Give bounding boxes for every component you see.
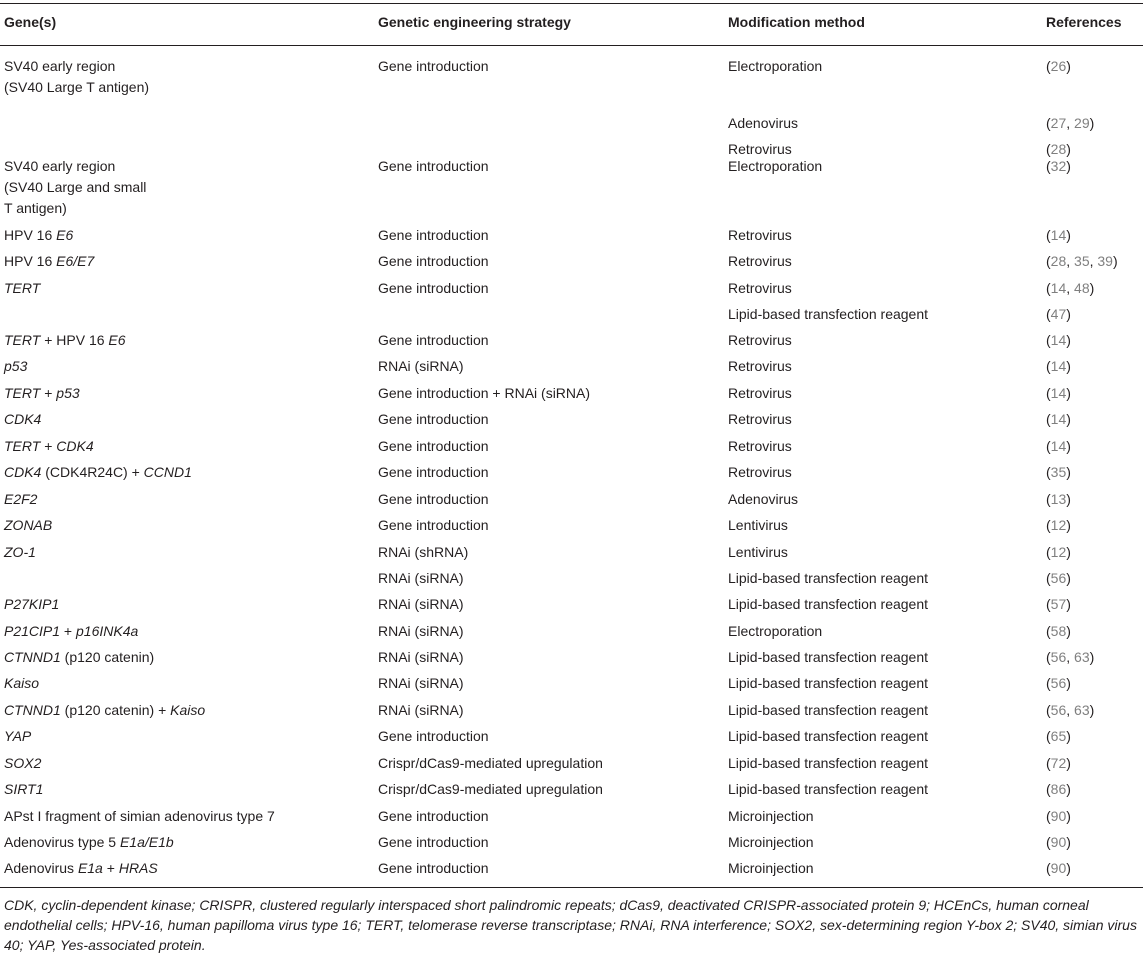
gene-line: [4, 198, 146, 219]
gene-cell: [4, 515, 52, 536]
gene-cell: [4, 489, 37, 510]
gene-line: [4, 436, 94, 457]
gene-symbol: HRAS: [118, 860, 158, 876]
gene-line: [4, 356, 27, 377]
gene-symbol: p53: [4, 358, 28, 374]
method-cell: Retrovirus: [728, 385, 792, 401]
references-cell: (32): [1046, 158, 1071, 174]
references-cell: (12): [1046, 544, 1071, 560]
strategy-cell: Gene introduction: [378, 280, 489, 296]
gene-symbol: YAP: [4, 728, 32, 744]
method-cell: Retrovirus: [728, 438, 792, 454]
gene-text: +: [40, 385, 57, 401]
reference-link[interactable]: 90: [1050, 860, 1067, 876]
gene-symbol: ZO-1: [4, 544, 36, 560]
references-cell: (14): [1046, 411, 1071, 427]
gene-text: T antigen): [4, 200, 67, 216]
references-cell: (65): [1046, 728, 1071, 744]
gene-text: +: [60, 623, 77, 639]
gene-text: SV40 early region: [4, 158, 116, 174]
method-cell: Lipid-based transfection reagent: [728, 570, 929, 586]
method-cell: Lipid-based transfection reagent: [728, 781, 929, 797]
references-cell: (13): [1046, 491, 1071, 507]
strategy-cell: Gene introduction: [378, 464, 489, 480]
references-cell: (27, 29): [1046, 115, 1095, 131]
method-cell: Retrovirus: [728, 253, 792, 269]
reference-link[interactable]: 39: [1097, 253, 1113, 269]
references-cell: (90): [1046, 808, 1071, 824]
method-cell: Lentivirus: [728, 517, 788, 533]
gene-cell: [4, 779, 43, 800]
gene-symbol: E6: [56, 227, 74, 243]
reference-link[interactable]: 14: [1050, 411, 1067, 427]
method-cell: Retrovirus: [728, 227, 792, 243]
references-cell: (47): [1046, 306, 1071, 322]
reference-link[interactable]: 86: [1050, 781, 1067, 797]
gene-line: [4, 647, 154, 668]
gene-line: [4, 673, 39, 694]
gene-text: (p120 catenin): [60, 649, 155, 665]
references-cell: (14): [1046, 332, 1071, 348]
gene-line: [4, 409, 41, 430]
gene-symbol: CDK4: [56, 438, 94, 454]
gene-symbol: SIRT1: [4, 781, 44, 797]
reference-link[interactable]: 57: [1050, 596, 1067, 612]
header-references: References: [1046, 14, 1122, 30]
table-bottom-rule: [0, 887, 1143, 888]
gene-symbol: SOX2: [4, 755, 42, 771]
gene-symbol: E2F2: [4, 491, 38, 507]
gene-line: [4, 542, 36, 563]
method-cell: Retrovirus: [728, 332, 792, 348]
gene-line: [4, 726, 31, 747]
strategy-cell: RNAi (siRNA): [378, 675, 464, 691]
reference-link[interactable]: 14: [1050, 280, 1067, 296]
reference-link[interactable]: 35: [1050, 464, 1067, 480]
gene-line: [4, 832, 174, 853]
reference-link[interactable]: 12: [1050, 544, 1067, 560]
reference-link[interactable]: 47: [1050, 306, 1067, 322]
gene-text: HPV 16: [4, 253, 57, 269]
gene-symbol: P21CIP1: [4, 623, 61, 639]
method-cell: Lipid-based transfection reagent: [728, 306, 929, 322]
method-cell: Adenovirus: [728, 491, 799, 507]
method-cell: Retrovirus: [728, 411, 792, 427]
gene-text: +: [40, 438, 57, 454]
strategy-cell: RNAi (siRNA): [378, 702, 464, 718]
table-top-rule: [0, 3, 1143, 4]
gene-cell: [4, 726, 31, 747]
strategy-cell: Gene introduction: [378, 58, 489, 74]
method-cell: Adenovirus: [728, 115, 799, 131]
strategy-cell: Gene introduction: [378, 332, 489, 348]
strategy-cell: Gene introduction: [378, 227, 489, 243]
gene-line: [4, 278, 40, 299]
strategy-cell: RNAi (siRNA): [378, 623, 464, 639]
gene-line: [4, 515, 52, 536]
reference-link[interactable]: 56: [1050, 649, 1067, 665]
gene-symbol: ZONAB: [4, 517, 53, 533]
method-cell: Lipid-based transfection reagent: [728, 755, 929, 771]
gene-cell: [4, 156, 146, 219]
reference-link[interactable]: 63: [1074, 649, 1090, 665]
method-cell: Electroporation: [728, 158, 823, 174]
gene-cell: [4, 700, 205, 721]
method-cell: Lipid-based transfection reagent: [728, 728, 929, 744]
gene-line: [4, 156, 146, 177]
method-cell: Retrovirus: [728, 358, 792, 374]
gene-cell: [4, 594, 59, 615]
gene-text: (SV40 Large T antigen): [4, 79, 150, 95]
gene-symbol: CDK4: [4, 411, 42, 427]
gene-cell: [4, 278, 40, 299]
gene-cell: [4, 832, 174, 853]
strategy-cell: Gene introduction: [378, 834, 489, 850]
gene-text: Adenovirus: [4, 860, 78, 876]
reference-link[interactable]: 90: [1050, 834, 1067, 850]
gene-cell: [4, 621, 138, 642]
gene-symbol: CTNND1: [4, 702, 61, 718]
gene-line: [4, 225, 73, 246]
reference-link[interactable]: 14: [1050, 385, 1067, 401]
references-cell: (72): [1046, 755, 1071, 771]
gene-symbol: E1a: [77, 860, 103, 876]
strategy-cell: Crispr/dCas9-mediated upregulation: [378, 755, 603, 771]
gene-symbol: E1a/E1b: [119, 834, 174, 850]
strategy-cell: RNAi (siRNA): [378, 649, 464, 665]
references-cell: (28, 35, 39): [1046, 253, 1118, 269]
references-cell: (35): [1046, 464, 1071, 480]
gene-text: SV40 early region: [4, 58, 116, 74]
reference-link[interactable]: 12: [1050, 517, 1067, 533]
gene-line: [4, 383, 80, 404]
method-cell: Retrovirus: [728, 141, 792, 157]
reference-link[interactable]: 28: [1050, 253, 1067, 269]
gene-text: HPV 16: [4, 227, 57, 243]
reference-link[interactable]: 65: [1050, 728, 1067, 744]
references-cell: (26): [1046, 58, 1071, 74]
table-footnote: CDK, cyclin-dependent kinase; CRISPR, clustered regularly interspaced short palindromic repeats; dCas9, deactivated CRISPR-associated protein 9; HCEnCs, human corneal endothelial cells; HPV-16, human papilloma virus type 16; TERT, telomerase reverse transcriptase; RNAi, RNA interference; SOX2, sex-determining region Y-box 2; SV40, simian virus 40; YAP, Yes-associated protein.: [4, 897, 1137, 953]
header-strategy: Genetic engineering strategy: [378, 14, 571, 30]
gene-text: (CDK4R24C) +: [41, 464, 144, 480]
strategy-cell: RNAi (shRNA): [378, 544, 469, 560]
gene-symbol: TERT: [4, 385, 41, 401]
references-cell: (14): [1046, 385, 1071, 401]
reference-link[interactable]: 32: [1050, 158, 1067, 174]
gene-cell: [4, 409, 41, 430]
strategy-cell: Gene introduction: [378, 808, 489, 824]
gene-cell: [4, 806, 275, 827]
reference-link[interactable]: 35: [1074, 253, 1090, 269]
gene-cell: [4, 673, 39, 694]
method-cell: Microinjection: [728, 834, 814, 850]
references-cell: (14): [1046, 358, 1071, 374]
gene-line: [4, 594, 59, 615]
method-cell: Electroporation: [728, 58, 823, 74]
references-cell: (90): [1046, 860, 1071, 876]
reference-link[interactable]: 48: [1074, 280, 1090, 296]
method-cell: Lipid-based transfection reagent: [728, 702, 929, 718]
gene-text: Adenovirus type 5: [4, 834, 120, 850]
gene-symbol: CCND1: [143, 464, 192, 480]
gene-line: [4, 251, 94, 272]
gene-cell: [4, 225, 73, 246]
strategy-cell: Gene introduction: [378, 517, 489, 533]
gene-line: [4, 177, 146, 198]
gene-symbol: p53: [56, 385, 80, 401]
method-cell: Electroporation: [728, 623, 823, 639]
reference-link[interactable]: 56: [1050, 675, 1067, 691]
gene-symbol: E6/E7: [56, 253, 95, 269]
references-cell: (56, 63): [1046, 649, 1095, 665]
references-cell: (56): [1046, 675, 1071, 691]
references-cell: (14, 48): [1046, 280, 1095, 296]
reference-link[interactable]: 14: [1050, 438, 1067, 454]
gene-text: +: [102, 860, 119, 876]
gene-line: [4, 779, 43, 800]
header-rule: [0, 45, 1143, 46]
method-cell: Lipid-based transfection reagent: [728, 675, 929, 691]
method-cell: Lipid-based transfection reagent: [728, 649, 929, 665]
reference-link[interactable]: 72: [1050, 755, 1067, 771]
gene-symbol: E6: [108, 332, 126, 348]
gene-cell: [4, 330, 126, 351]
reference-link[interactable]: 14: [1050, 332, 1067, 348]
gene-line: [4, 462, 192, 483]
gene-cell: [4, 753, 41, 774]
gene-cell: [4, 436, 94, 457]
gene-symbol: TERT: [4, 332, 41, 348]
gene-symbol: p16INK4a: [76, 623, 139, 639]
gene-symbol: Kaiso: [170, 702, 206, 718]
references-cell: (58): [1046, 623, 1071, 639]
reference-link[interactable]: 58: [1050, 623, 1067, 639]
strategy-cell: RNAi (siRNA): [378, 570, 464, 586]
gene-symbol: TERT: [4, 280, 41, 296]
gene-symbol: CTNND1: [4, 649, 61, 665]
strategy-cell: Gene introduction: [378, 411, 489, 427]
method-cell: Microinjection: [728, 860, 814, 876]
gene-text: + HPV 16: [40, 332, 109, 348]
strategy-cell: RNAi (siRNA): [378, 596, 464, 612]
gene-text: (SV40 Large and small: [4, 179, 147, 195]
references-cell: (14): [1046, 438, 1071, 454]
reference-link[interactable]: 27: [1050, 115, 1067, 131]
references-cell: (14): [1046, 227, 1071, 243]
reference-link[interactable]: 29: [1074, 115, 1090, 131]
gene-line: [4, 806, 275, 827]
gene-symbol: TERT: [4, 438, 41, 454]
header-gene: Gene(s): [4, 14, 57, 30]
gene-text: APst I fragment of simian adenovirus type 7: [4, 808, 275, 824]
references-cell: (56): [1046, 570, 1071, 586]
gene-cell: [4, 858, 158, 879]
gene-cell: [4, 251, 94, 272]
method-cell: Retrovirus: [728, 464, 792, 480]
gene-cell: [4, 56, 149, 98]
gene-cell: [4, 462, 192, 483]
reference-link[interactable]: 14: [1050, 227, 1067, 243]
reference-link[interactable]: 28: [1050, 141, 1067, 157]
strategy-cell: Gene introduction: [378, 158, 489, 174]
gene-line: [4, 489, 37, 510]
strategy-cell: RNAi (siRNA): [378, 358, 464, 374]
strategy-cell: Gene introduction: [378, 491, 489, 507]
reference-link[interactable]: 90: [1050, 808, 1067, 824]
reference-link[interactable]: 13: [1050, 491, 1067, 507]
gene-line: [4, 56, 149, 77]
gene-cell: [4, 383, 80, 404]
references-cell: (28): [1046, 141, 1071, 157]
method-cell: Lipid-based transfection reagent: [728, 596, 929, 612]
gene-text: (p120 catenin) +: [60, 702, 171, 718]
reference-link[interactable]: 26: [1050, 58, 1067, 74]
strategy-cell: Gene introduction: [378, 860, 489, 876]
gene-symbol: P27KIP1: [4, 596, 60, 612]
header-method: Modification method: [728, 14, 865, 30]
references-cell: (86): [1046, 781, 1071, 797]
method-cell: Microinjection: [728, 808, 814, 824]
strategy-cell: Gene introduction: [378, 438, 489, 454]
gene-line: [4, 621, 138, 642]
reference-link[interactable]: 56: [1050, 570, 1067, 586]
gene-cell: [4, 542, 36, 563]
reference-link[interactable]: 56: [1050, 702, 1067, 718]
method-cell: Lentivirus: [728, 544, 788, 560]
gene-cell: [4, 647, 154, 668]
gene-line: [4, 858, 158, 879]
gene-line: [4, 700, 205, 721]
reference-link[interactable]: 63: [1074, 702, 1090, 718]
method-cell: Retrovirus: [728, 280, 792, 296]
gene-symbol: Kaiso: [4, 675, 40, 691]
references-cell: (12): [1046, 517, 1071, 533]
strategy-cell: Crispr/dCas9-mediated upregulation: [378, 781, 603, 797]
gene-line: [4, 330, 126, 351]
gene-line: [4, 77, 149, 98]
strategy-cell: Gene introduction: [378, 728, 489, 744]
references-cell: (56, 63): [1046, 702, 1095, 718]
gene-cell: [4, 356, 27, 377]
references-cell: (57): [1046, 596, 1071, 612]
strategy-cell: Gene introduction: [378, 253, 489, 269]
strategy-cell: Gene introduction + RNAi (siRNA): [378, 385, 591, 401]
gene-symbol: CDK4: [4, 464, 42, 480]
reference-link[interactable]: 14: [1050, 358, 1067, 374]
references-cell: (90): [1046, 834, 1071, 850]
gene-line: [4, 753, 41, 774]
